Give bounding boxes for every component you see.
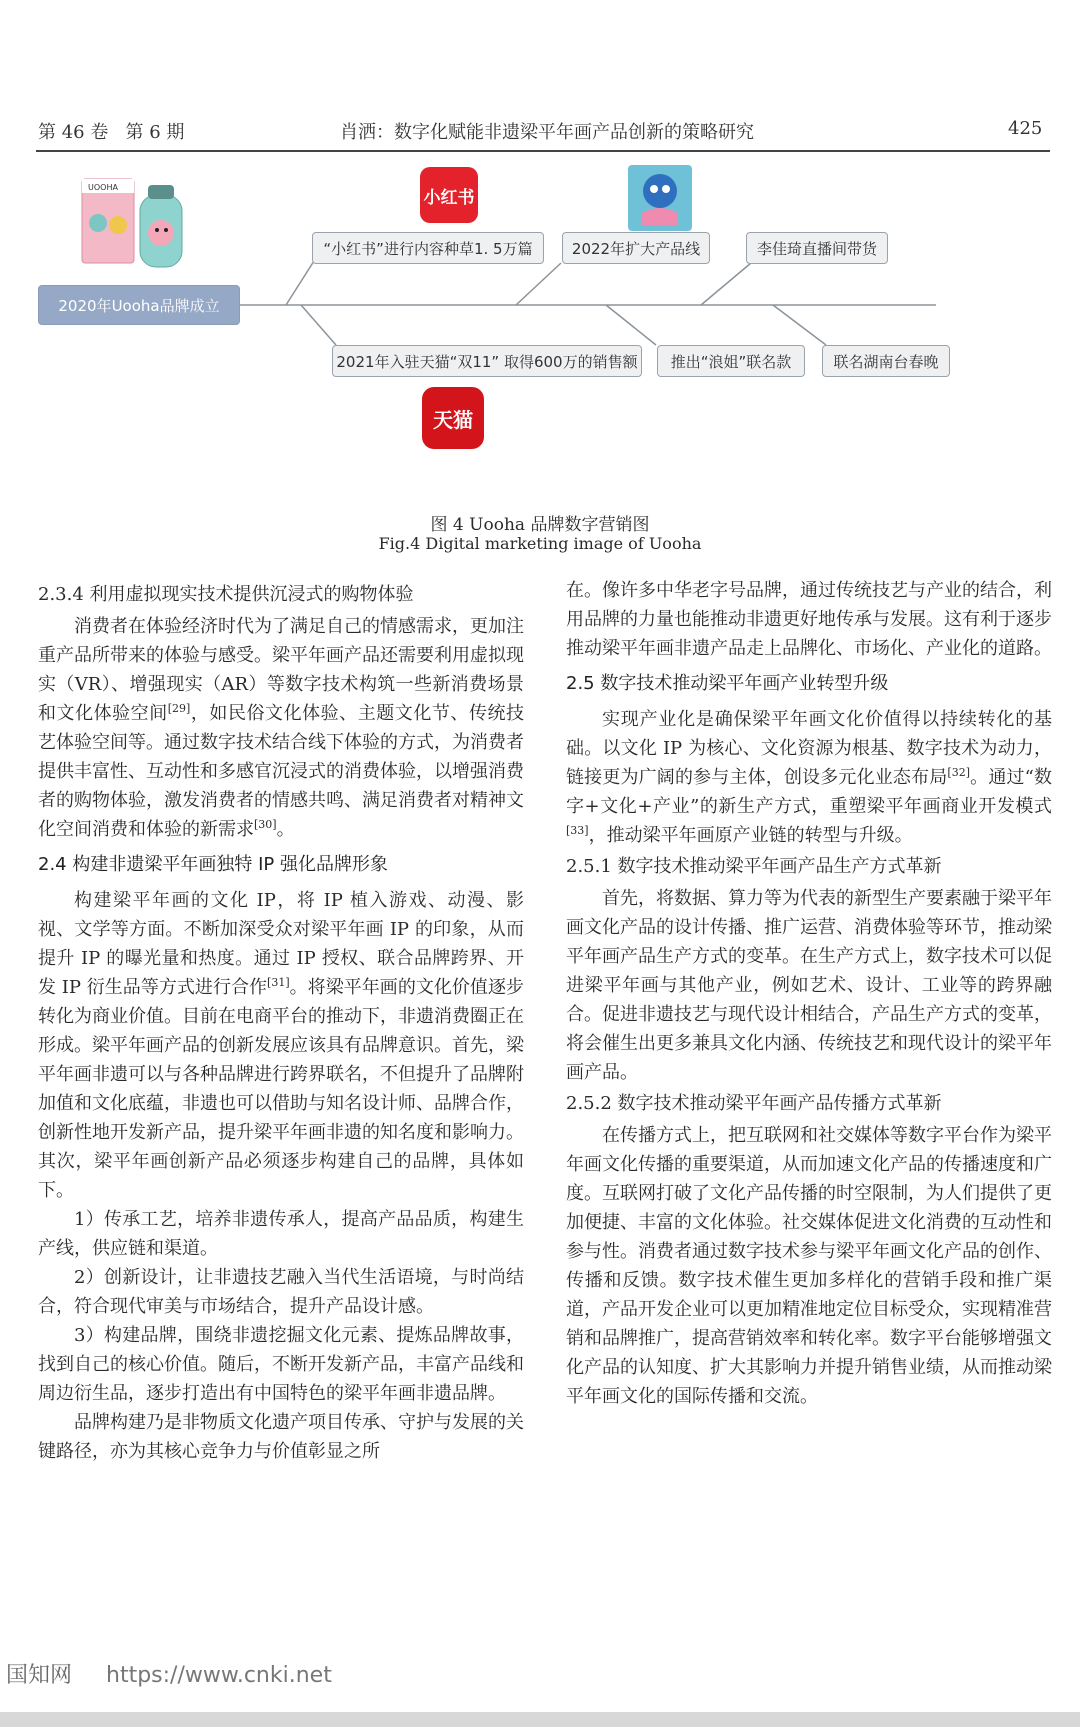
box-2022-expand-product-line: 2022年扩大产品线 (562, 232, 710, 264)
footer-url[interactable]: https://www.cnki.net (106, 1663, 332, 1688)
list-item-1: 1）传承工艺，培养非遗传承人，提高产品品质，构建生产线，供应链和渠道。 (38, 1209, 524, 1259)
header-volume: 第 46 卷 (38, 122, 109, 143)
paragraph-2-3-4: 消费者在体验经济时代为了满足自己的情感需求，更加注重产品所带来的体验与感受。梁平年画产品还需要利用虚拟现实（VR）、增强现实（AR）等数字技术构筑一些新消费场景和文化体验空间[29]，如民俗文化体验、主题文化节、传统技艺体验空间等。通过数字技术结合线下体验的方式，为消费者提供丰富性、互动性和多感官沉浸式的消费体验，以增强消费者的购物体验，激发消费者的情感共鸣、满足消费者对精神文化空间消费和体验的新需求[30]。 (38, 616, 525, 840)
footer-watermark (6, 1658, 332, 1689)
paragraph-2-5-1: 首先，将数据、算力等为代表的新型生产要素融于梁平年画文化产品的设计传播、推广运营、消费体验等环节，推动梁平年画产品生产方式的变革。在生产方式上，数字技术可以促进梁平年画与其他产业，例如艺术、设计、工业等的跨界融合。促进非遗技艺与现代设计相结合，产品生产方式的变革，将会催生出更多兼具文化内涵、传统技艺和现代设计的梁平年画产品。 (566, 888, 1052, 1083)
box-2020-brand-founded: 2020年Uooha品牌成立 (38, 285, 240, 325)
heading-2-5-1: 2.5.1 数字技术推动梁平年画产品生产方式革新 (566, 856, 942, 877)
paragraph-continued: 在。像许多中华老字号品牌，通过传统技艺与产业的结合，利用品牌的力量也能推动非遗更好地传承与发展。这有利于逐步推动梁平年画非遗产品走上品牌化、市场化、产业化的道路。 (566, 580, 1052, 659)
header-volume-issue (38, 118, 184, 144)
header-page-number: 425 (1008, 118, 1043, 139)
right-column (566, 576, 1052, 1411)
uooha-product-image (78, 173, 198, 273)
heading-2-4: 2.4 构建非遗梁平年画独特 IP 强化品牌形象 (38, 854, 388, 875)
citation-29: [29] (167, 702, 191, 715)
box-langjie-collab: 推出“浪姐”联名款 (657, 345, 805, 377)
left-column (38, 578, 524, 1466)
list-item-2: 2）创新设计，让非遗技艺融入当代生活语境，与时尚结合，符合现代审美与市场结合，提升产品设计感。 (38, 1267, 524, 1317)
product-brand-text: UOOHA (88, 183, 118, 192)
bottom-bar (0, 1712, 1080, 1727)
product-character-image (628, 165, 692, 231)
citation-32: [32] (947, 766, 970, 779)
citation-31: [31] (267, 976, 290, 989)
box-livestream-sales: 李佳琦直播间带货 (746, 232, 888, 264)
header-issue: 第 6 期 (125, 122, 185, 143)
heading-2-3-4: 2.3.4 利用虚拟现实技术提供沉浸式的购物体验 (38, 584, 414, 605)
figure-caption-cn: 图 4 Uooha 品牌数字营销图 (430, 515, 650, 535)
footer-site-name: 国知网 (6, 1663, 73, 1688)
figure-caption-en: Fig.4 Digital marketing image of Uooha (378, 534, 702, 553)
heading-2-5-2: 2.5.2 数字技术推动梁平年画产品传播方式革新 (566, 1093, 942, 1114)
tmall-logo: 天猫 (422, 387, 484, 449)
header-rule (36, 150, 1050, 152)
box-xiaohongshu-seeding: “小红书”进行内容种草1. 5万篇 (312, 232, 544, 264)
citation-33: [33] (566, 824, 589, 837)
paragraph-2-5: 实现产业化是确保梁平年画文化价值得以持续转化的基础。以文化 IP 为核心、文化资源为根基、数字技术为动力，链接更为广阔的参与主体，创设多元化业态布局[32]。通过“数字+文化+产业”的新生产方式，重塑梁平年画商业开发模式[33]，推动梁平年画原产业链的转型与升级。 (566, 709, 1053, 846)
header-title: 肖洒：数字化赋能非遗梁平年画产品创新的策略研究 (340, 122, 754, 143)
box-hunan-tv-gala-collab: 联名湖南台春晚 (822, 345, 950, 377)
xiaohongshu-logo: 小红书 (420, 167, 478, 223)
citation-30: [30] (254, 818, 277, 831)
list-item-3: 3）构建品牌，围绕非遗挖掘文化元素、提炼品牌故事，找到自己的核心价值。随后，不断开发新产品，丰富产品线和周边衍生品，逐步打造出有中国特色的梁平年画非遗品牌。 (38, 1325, 524, 1404)
figure-4 (36, 165, 1050, 505)
paragraph-brand-building: 品牌构建乃是非物质文化遗产项目传承、守护与发展的关键路径，亦为其核心竞争力与价值彰显之所 (38, 1412, 524, 1462)
heading-2-5: 2.5 数字技术推动梁平年画产业转型升级 (566, 673, 889, 694)
box-2021-tmall-double11: 2021年入驻天猫“双11” 取得600万的销售额 (332, 345, 642, 377)
paragraph-2-4: 构建梁平年画的文化 IP，将 IP 植入游戏、动漫、影视、文学等方面。不断加深受众对梁平年画 IP 的印象，从而提升 IP 的曝光量和热度。通过 IP 授权、联合品牌跨界、开发 IP 衍生品等方式进行合作[31]。将梁平年画的文化价值逐步转化为商业价值。目前在电商平台的推动下，非遗消费圈正在形成。梁平年画产品的创新发展应该具有品牌意识。首先，梁平年画非遗可以与各种品牌进行跨界联名，不但提升了品牌附加值和文化底蕴，非遗也可以借助与知名设计师、品牌合作，创新性地开发新产品，提升梁平年画非遗的知名度和影响力。其次，梁平年画创新产品必须逐步构建自己的品牌，具体如下。 (38, 890, 524, 1201)
paragraph-2-5-2: 在传播方式上，把互联网和社交媒体等数字平台作为梁平年画文化传播的重要渠道，从而加速文化产品的传播速度和广度。互联网打破了文化产品传播的时空限制，为人们提供了更加便捷、丰富的文化体验。社交媒体促进文化消费的互动性和参与性。消费者通过数字技术参与梁平年画文化产品的创作、传播和反馈。数字技术催生更加多样化的营销手段和推广渠道，产品开发企业可以更加精准地定位目标受众，实现精准营销和品牌推广，提高营销效率和转化率。数字平台能够增强文化产品的认知度、扩大其影响力并提升销售业绩，从而推动梁平年画文化的国际传播和交流。 (566, 1125, 1052, 1407)
